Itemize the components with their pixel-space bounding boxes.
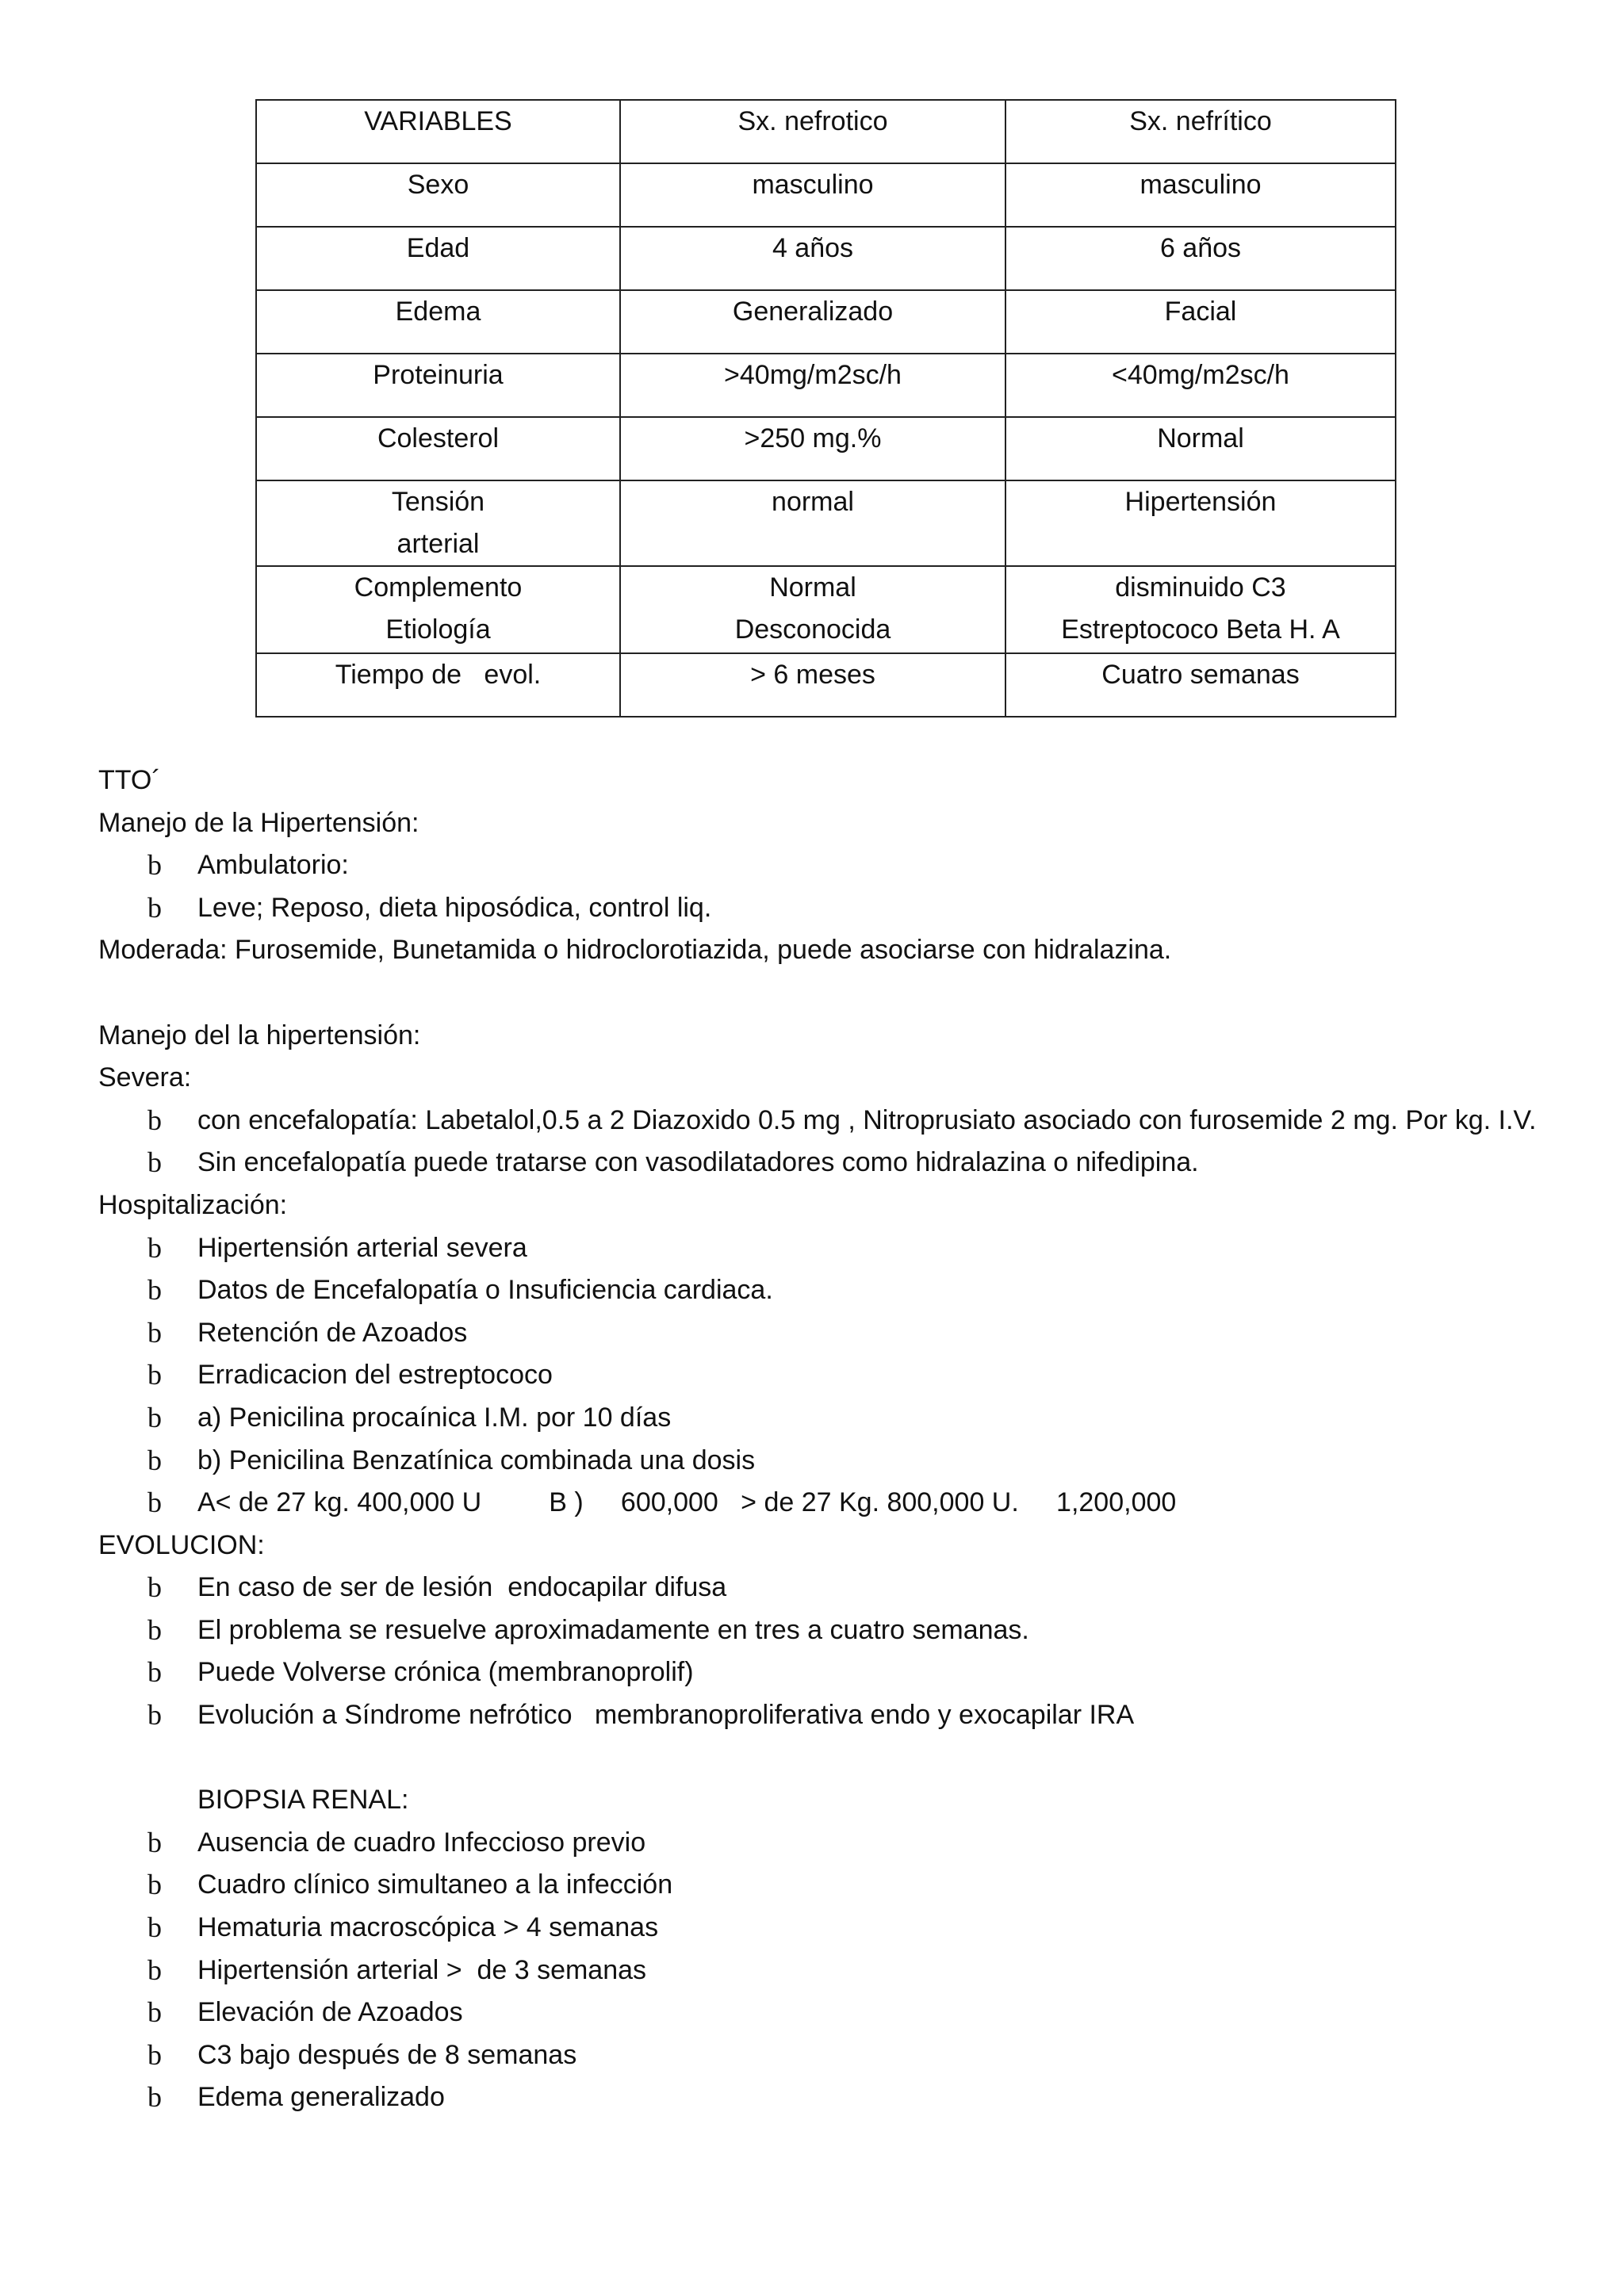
bullet-marker: b (147, 1869, 162, 1901)
cell-nefritico: 6 años (1005, 227, 1396, 290)
comparison-table (255, 99, 1396, 718)
header-cell-nefritico: Sx. nefrítico (1005, 100, 1396, 163)
list-item-text: Ausencia de cuadro Infeccioso previo (197, 1827, 646, 1858)
bullet-marker: b (147, 1571, 162, 1604)
row-label: Edema (256, 290, 620, 354)
list-item-text: Hematuria macroscópica > 4 semanas (197, 1912, 659, 1943)
table-row (256, 227, 1396, 290)
table-row-tension (256, 480, 1396, 566)
section-heading-hta: Manejo de la Hipertensión: (98, 807, 419, 838)
list-item (98, 844, 1557, 887)
tension-label-line2: arterial (396, 529, 480, 559)
bullet-marker: b (147, 1613, 162, 1646)
list-item (98, 1609, 1557, 1652)
cell-nefritico: masculino (1005, 163, 1396, 227)
cell-nefritico (1005, 566, 1396, 653)
list-item-text: con encefalopatía: Labetalol,0.5 a 2 Diazoxido 0.5 mg , Nitroprusiato asociado con furosemide 2 mg. Por kg. I.V. (197, 1104, 1537, 1135)
section-heading-severa: Manejo del la hipertensión: (98, 1020, 421, 1050)
list-item-text: Hipertensión arterial > de 3 semanas (197, 1954, 647, 1985)
list-item (98, 1567, 1557, 1609)
document-body (98, 760, 1557, 2119)
complemento-nefritico: disminuido C3 (1115, 572, 1286, 603)
bullet-marker: b (147, 849, 162, 882)
list-item (98, 887, 1557, 930)
cell-nefrotico: Generalizado (620, 290, 1005, 354)
bullet-marker: b (147, 2038, 162, 2071)
header-cell-variables: VARIABLES (256, 100, 620, 163)
etiologia-label: Etiología (385, 614, 491, 645)
table-header-row (256, 100, 1396, 163)
row-label: Tiempo de evol. (256, 653, 620, 717)
list-item (98, 1864, 1557, 1907)
row-label: Edad (256, 227, 620, 290)
list-item (98, 1440, 1557, 1483)
cell-nefritico: <40mg/m2sc/h (1005, 354, 1396, 417)
section-heading-evolucion: EVOLUCION: (98, 1529, 265, 1560)
cell-nefrotico: 4 años (620, 227, 1005, 290)
list-item-text: Edema generalizado (197, 2082, 445, 2113)
list-item-text: A< de 27 kg. 400,000 U B ) 600,000 > de 27 Kg. 800,000 U. 1,200,000 (197, 1487, 1177, 1518)
subheading-severa: Severa: (98, 1062, 192, 1093)
cell-nefrotico: >40mg/m2sc/h (620, 354, 1005, 417)
bullet-marker: b (147, 1274, 162, 1307)
section-heading-biopsia: BIOPSIA RENAL: (197, 1785, 409, 1816)
tension-label-line1: Tensión (391, 487, 485, 517)
list-item-text: Erradicacion del estreptococo (197, 1360, 553, 1391)
list-item-text: Hipertensión arterial severa (197, 1232, 527, 1263)
etiologia-nefrotico: Desconocida (734, 614, 891, 645)
bullet-marker: b (147, 891, 162, 924)
list-item (98, 2076, 1557, 2119)
list-item-text: Retención de Azoados (197, 1317, 468, 1348)
cell-nefritico: Facial (1005, 290, 1396, 354)
list-item (98, 1312, 1557, 1355)
list-item (98, 1269, 1557, 1312)
list-item (98, 1822, 1557, 1865)
row-label (256, 566, 620, 653)
list-item-text: Datos de Encefalopatía o Insuficiencia cardiaca. (197, 1275, 773, 1306)
list-item-text: Ambulatorio: (197, 850, 349, 881)
cell-nefritico: Hipertensión (1005, 480, 1396, 566)
bullet-marker: b (147, 1316, 162, 1349)
list-item-text: Puede Volverse crónica (membranoprolif) (197, 1657, 694, 1688)
section-heading-tto: TTO´ (98, 765, 161, 795)
cell-nefrotico: > 6 meses (620, 653, 1005, 717)
spacer (98, 972, 1557, 1015)
list-item-text: Leve; Reposo, dieta hiposódica, control liq. (197, 892, 712, 923)
etiologia-nefritico: Estreptococo Beta H. A (1061, 614, 1340, 645)
spacer (98, 1737, 1557, 1780)
bullet-marker: b (147, 1401, 162, 1433)
list-item (98, 1950, 1557, 1992)
bullet-marker: b (147, 1996, 162, 2029)
table-row (256, 354, 1396, 417)
row-label: Proteinuria (256, 354, 620, 417)
list-item (98, 1482, 1557, 1525)
bullet-marker: b (147, 1911, 162, 1944)
bullet-marker: b (147, 1954, 162, 1986)
table-row (256, 290, 1396, 354)
section-heading-hospitalizacion: Hospitalización: (98, 1189, 288, 1220)
table-row-complemento-etiologia (256, 566, 1396, 653)
list-item (98, 1907, 1557, 1950)
row-label: Colesterol (256, 417, 620, 480)
complemento-nefrotico: Normal (769, 572, 856, 603)
bullet-marker: b (147, 2081, 162, 2114)
list-item-text: b) Penicilina Benzatínica combinada una dosis (197, 1445, 756, 1475)
bullet-marker: b (147, 1146, 162, 1179)
list-item (98, 1397, 1557, 1440)
row-label: Sexo (256, 163, 620, 227)
bullet-marker: b (147, 1231, 162, 1264)
bullet-marker: b (147, 1104, 162, 1136)
list-item (98, 1992, 1557, 2034)
list-item-text: Sin encefalopatía puede tratarse con vasodilatadores como hidralazina o nifedipina. (197, 1147, 1199, 1178)
row-label (256, 480, 620, 566)
bullet-marker: b (147, 1444, 162, 1476)
bullet-marker: b (147, 1699, 162, 1732)
list-item-text: Cuadro clínico simultaneo a la infección (197, 1869, 673, 1900)
table-row-tiempo (256, 653, 1396, 717)
cell-nefritico: Cuatro semanas (1005, 653, 1396, 717)
list-item-text: C3 bajo después de 8 semanas (197, 2039, 577, 2070)
cell-nefrotico (620, 566, 1005, 653)
list-item-text: Evolución a Síndrome nefrótico membranoproliferativa endo y exocapilar IRA (197, 1700, 1135, 1731)
list-item (98, 1354, 1557, 1397)
list-item (98, 1142, 1557, 1184)
cell-nefrotico: masculino (620, 163, 1005, 227)
bullet-marker: b (147, 1359, 162, 1391)
cell-nefrotico: >250 mg.% (620, 417, 1005, 480)
list-item (98, 2034, 1557, 2077)
table-row (256, 163, 1396, 227)
paragraph-moderada: Moderada: Furosemide, Bunetamida o hidroclorotiazida, puede asociarse con hidralazina. (98, 935, 1172, 966)
list-item-text: El problema se resuelve aproximadamente en tres a cuatro semanas. (197, 1614, 1029, 1645)
bullet-marker: b (147, 1826, 162, 1858)
table-row (256, 417, 1396, 480)
list-item (98, 1227, 1557, 1270)
complemento-label: Complemento (354, 572, 523, 603)
cell-nefritico: Normal (1005, 417, 1396, 480)
list-item-text: En caso de ser de lesión endocapilar difusa (197, 1572, 727, 1603)
bullet-marker: b (147, 1487, 162, 1519)
header-cell-nefrotico: Sx. nefrotico (620, 100, 1005, 163)
list-item-text: a) Penicilina procaínica I.M. por 10 días (197, 1402, 672, 1433)
list-item (98, 1100, 1557, 1142)
bullet-marker: b (147, 1656, 162, 1689)
cell-nefrotico: normal (620, 480, 1005, 566)
list-item (98, 1651, 1557, 1694)
list-item (98, 1694, 1557, 1737)
list-item-text: Elevación de Azoados (197, 1997, 463, 2028)
